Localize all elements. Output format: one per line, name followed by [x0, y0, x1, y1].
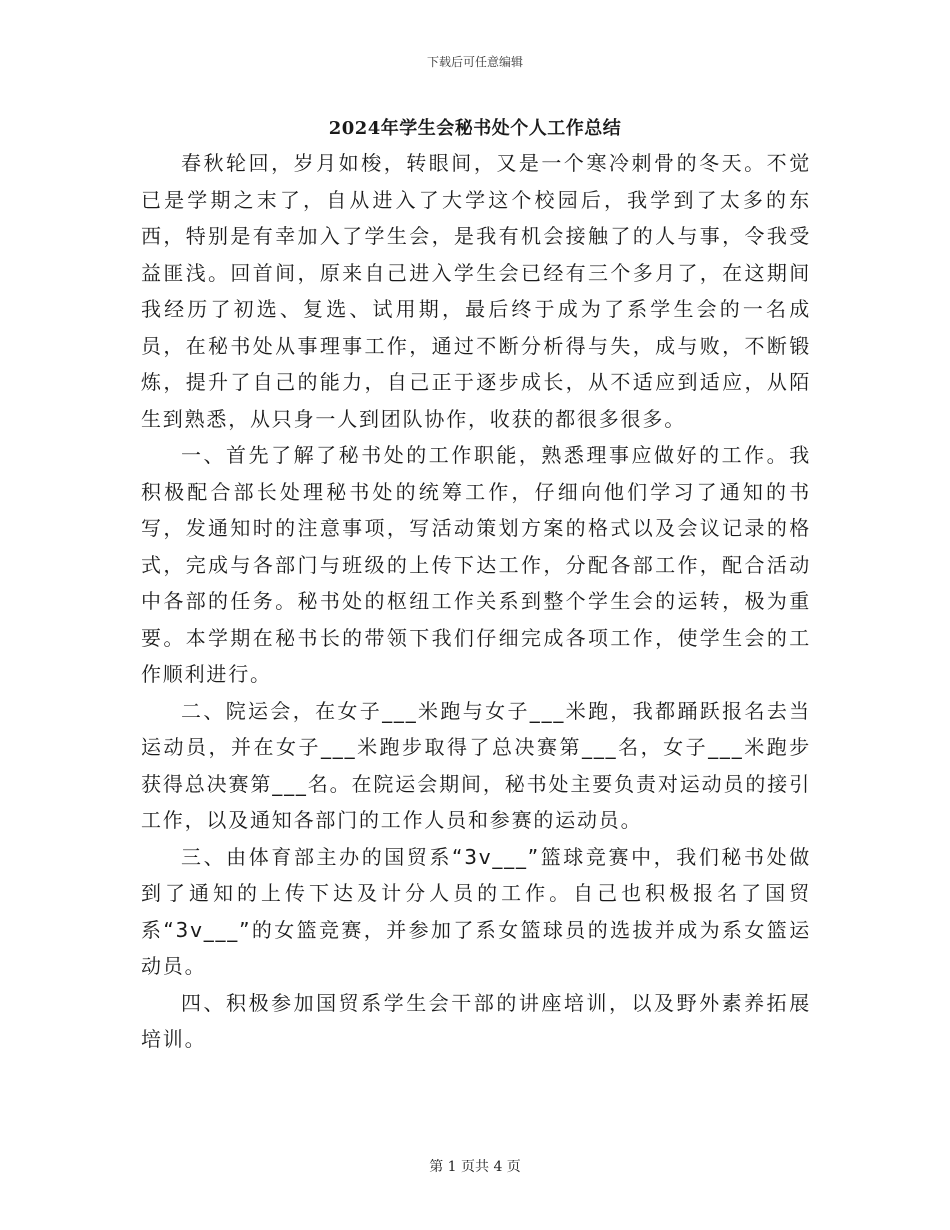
- document-title: 2024年学生会秘书处个人工作总结: [328, 118, 622, 139]
- page-number-footer: 第 1 页共 4 页: [429, 1159, 521, 1175]
- paragraph-item-4: 四、积极参加国贸系学生会干部的讲座培训，以及野外素养拓展培训。: [141, 990, 811, 1051]
- document-body: [141, 145, 811, 1058]
- header-note: 下载后可任意编辑: [426, 55, 523, 69]
- paragraph-item-1: 一、首先了解了秘书处的工作职能，熟悉理事应做好的工作。我积极配合部长处理秘书处的统筹工作，仔细向他们学习了通知的书写，发通知时的注意事项，写活动策划方案的格式以及会议记录的格式，完成与各部门与班级的上传下达工作，分配各部工作，配合活动中各部的任务。秘书处的枢纽工作关系到整个学生会的运转，极为重要。本学期在秘书长的带领下我们仔细完成各项工作，使学生会的工作顺利进行。: [141, 443, 811, 686]
- paragraph-item-3: 三、由体育部主办的国贸系“3v___”篮球竞赛中，我们秘书处做到了通知的上传下达及计分人员的工作。自己也积极报名了国贸系“3v___”的女篮竞赛，并参加了系女篮球员的选拔并成为系女篮运动员。: [141, 844, 811, 978]
- paragraph-intro: 春秋轮回，岁月如梭，转眼间，又是一个寒冷刺骨的冬天。不觉已是学期之末了，自从进入了大学这个校园后，我学到了太多的东西，特别是有幸加入了学生会，是我有机会接触了的人与事，令我受益匪浅。回首间，原来自己进入学生会已经有三个多月了，在这期间我经历了初选、复选、试用期，最后终于成为了系学生会的一名成员，在秘书处从事理事工作，通过不断分析得与失，成与败，不断锻炼，提升了自己的能力，自己正于逐步成长，从不适应到适应，从陌生到熟悉，从只身一人到团队协作，收获的都很多很多。: [141, 151, 811, 431]
- paragraph-item-2: 二、院运会，在女子___米跑与女子___米跑，我都踊跃报名去当运动员，并在女子___米跑步取得了总决赛第___名，女子___米跑步获得总决赛第___名。在院运会期间，秘书处主要负责对运动员的接引工作，以及通知各部门的工作人员和参赛的运动员。: [141, 698, 811, 832]
